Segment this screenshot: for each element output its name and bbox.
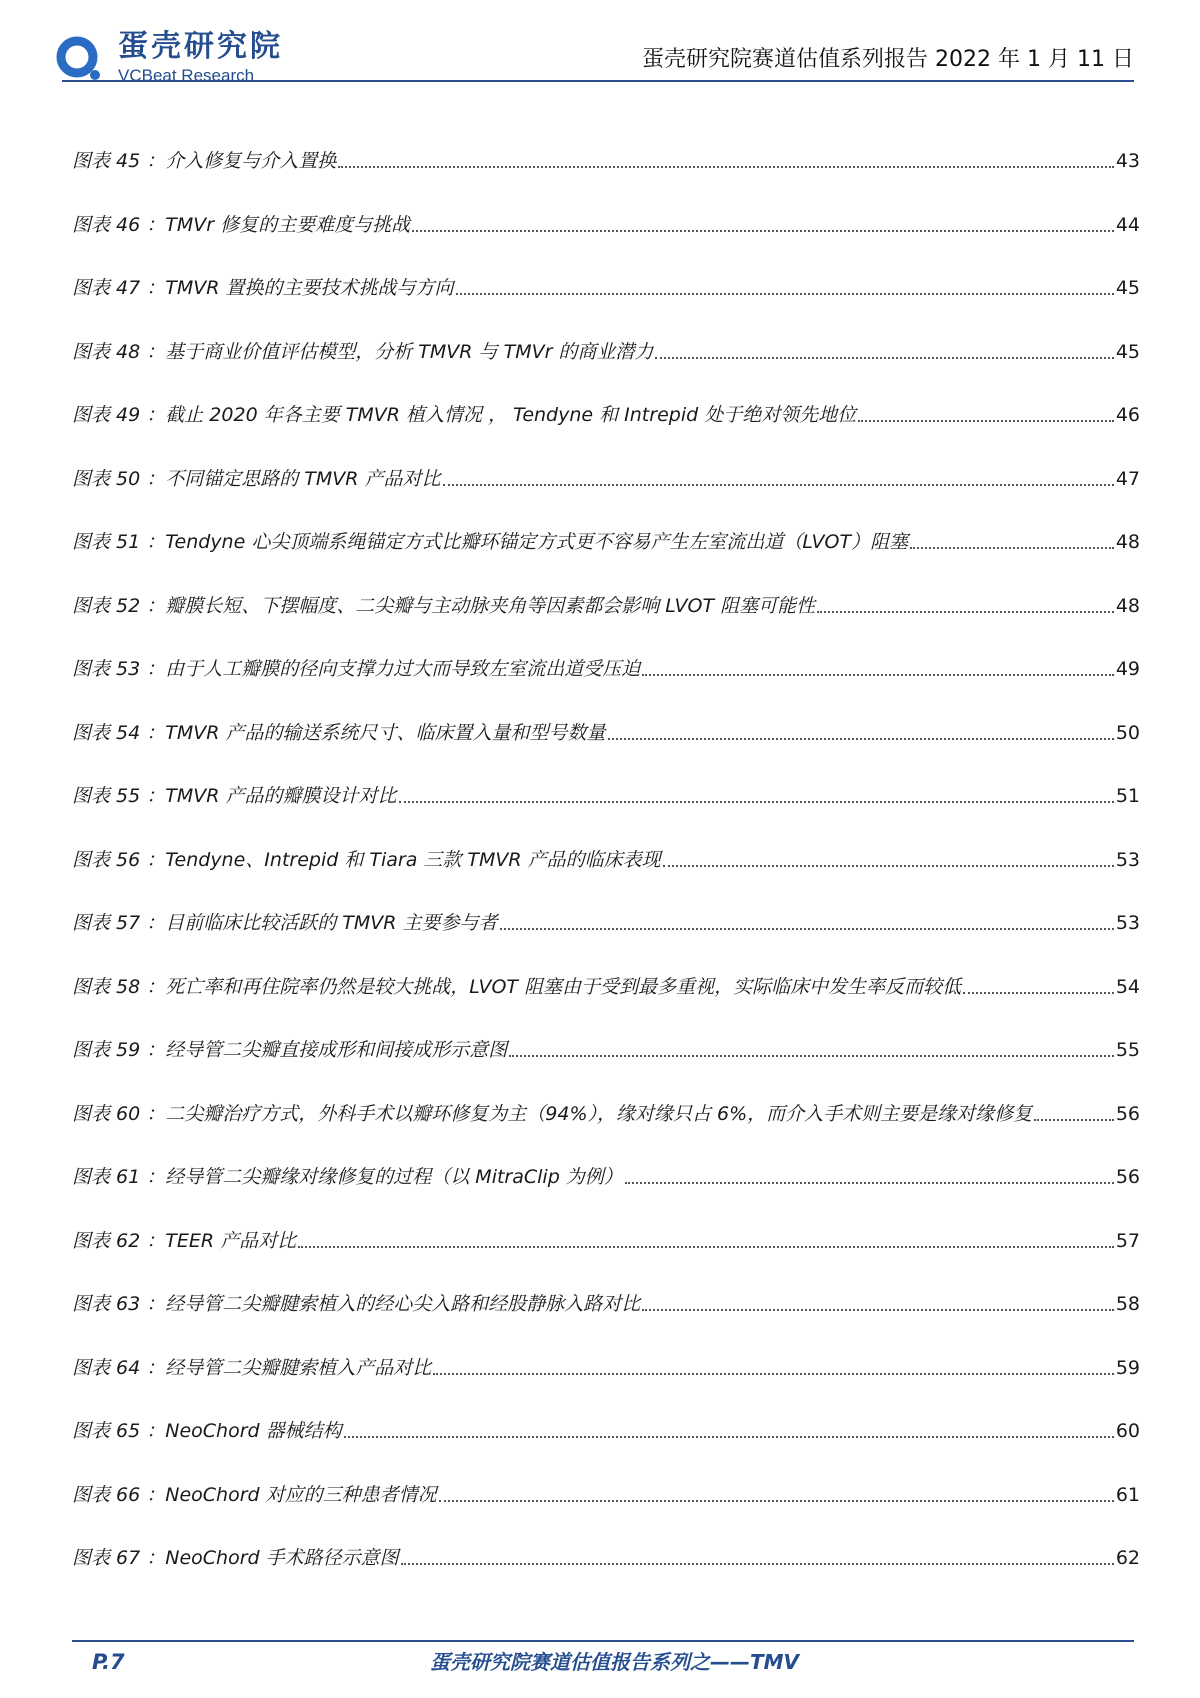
toc-entry[interactable] (72, 593, 1140, 657)
toc-entry[interactable] (72, 466, 1140, 530)
toc-entry-page: 62 (1115, 1547, 1140, 1569)
logo-english-name: VCBeat Research (118, 66, 255, 85)
page-number: P.7 (92, 1650, 125, 1674)
toc-entry-title: Tendyne 心尖顶端系绳锚定方式比瓣环锚定方式更不容易产生左室流出道（LVOT）阻塞 (165, 531, 909, 553)
toc-dot-leader (655, 339, 1113, 359)
toc-entry-page: 48 (1115, 594, 1140, 617)
toc-entry[interactable] (72, 847, 1140, 911)
toc-entry-title: 死亡率和再住院率仍然是较大挑战，LVOT 阻塞由于受到最多重视，实际临床中发生率反而较低 (165, 975, 962, 998)
toc-entry-page: 43 (1115, 150, 1140, 172)
toc-entry-label: 图表 60 ： (72, 1102, 166, 1125)
toc-entry-page: 50 (1115, 721, 1140, 744)
toc-entry-label: 图表 58 ： (72, 975, 166, 998)
toc-entry-page: 45 (1115, 340, 1140, 363)
toc-entry-title: TMVr 修复的主要难度与挑战 (165, 213, 411, 236)
toc-entry-page: 46 (1115, 404, 1140, 426)
toc-entry[interactable] (72, 783, 1140, 847)
toc-entry[interactable] (72, 212, 1140, 276)
toc-dot-leader (642, 1291, 1114, 1311)
toc-dot-leader (642, 656, 1114, 676)
toc-entry-label: 图表 50 ： (72, 467, 166, 490)
toc-dot-leader (433, 1355, 1114, 1375)
toc-entry-label: 图表 63 ： (72, 1293, 166, 1315)
toc-entry-page: 57 (1115, 1229, 1140, 1252)
toc-entry-title: 介入修复与介入置换 (165, 150, 337, 172)
toc-dot-leader (401, 1545, 1114, 1565)
toc-dot-leader (608, 720, 1114, 740)
toc-dot-leader (412, 212, 1114, 232)
toc-entry-label: 图表 62 ： (72, 1229, 166, 1252)
toc-entry-page: 48 (1115, 531, 1140, 553)
toc-entry[interactable] (72, 1355, 1140, 1419)
toc-entry-label: 图表 46 ： (72, 213, 166, 236)
toc-entry-title: TEER 产品对比 (165, 1229, 297, 1252)
toc-entry-label: 图表 52 ： (72, 594, 166, 617)
toc-dot-leader (1034, 1101, 1114, 1121)
toc-dot-leader (500, 910, 1114, 930)
toc-entry-label: 图表 64 ： (72, 1356, 166, 1379)
toc-entry-title: 由于人工瓣膜的径向支撑力过大而导致左室流出道受压迫 (165, 658, 641, 680)
toc-dot-leader (439, 1482, 1114, 1502)
toc-dot-leader (858, 402, 1114, 422)
toc-entry-page: 56 (1115, 1102, 1140, 1125)
toc-entry-label: 图表 56 ： (72, 848, 166, 871)
toc-entry-page: 45 (1115, 277, 1140, 299)
toc-entry-label: 图表 51 ： (72, 531, 166, 553)
toc-entry[interactable] (72, 339, 1140, 403)
toc-dot-leader (338, 148, 1114, 168)
toc-dot-leader (910, 529, 1114, 549)
toc-entry-title: 经导管二尖瓣腱索植入产品对比 (165, 1356, 432, 1379)
toc-entry-title: 瓣膜长短、下摆幅度、二尖瓣与主动脉夹角等因素都会影响 LVOT 阻塞可能性 (165, 594, 816, 617)
toc-dot-leader (443, 466, 1114, 486)
toc-entry[interactable] (72, 720, 1140, 784)
toc-entry[interactable] (72, 910, 1140, 974)
toc-entry-page: 49 (1115, 658, 1140, 680)
brand-logo (56, 30, 316, 86)
toc-entry-title: 基于商业价值评估模型，分析 TMVR 与 TMVr 的商业潜力 (165, 340, 654, 363)
logo-ring-icon (56, 36, 102, 82)
toc-entry-title: 二尖瓣治疗方式，外科手术以瓣环修复为主（94%），缘对缘只占 6%，而介入手术则主要是缘对缘修复 (165, 1102, 1033, 1125)
toc-dot-leader (663, 847, 1114, 867)
toc-entry[interactable] (72, 656, 1140, 720)
toc-entry-label: 图表 59 ： (72, 1039, 166, 1061)
toc-entry-title: 目前临床比较活跃的 TMVR 主要参与者 (165, 912, 498, 934)
toc-entry-title: Tendyne、Intrepid 和 Tiara 三款 TMVR 产品的临床表现 (165, 848, 661, 871)
toc-entry[interactable] (72, 402, 1140, 466)
toc-entry-title: NeoChord 对应的三种患者情况 (165, 1483, 437, 1506)
toc-entry[interactable] (72, 148, 1140, 212)
toc-entry-page: 47 (1115, 467, 1140, 490)
figure-list (72, 148, 1140, 1609)
toc-entry-page: 60 (1115, 1420, 1140, 1442)
toc-entry[interactable] (72, 1101, 1140, 1165)
toc-entry-page: 53 (1115, 912, 1140, 934)
toc-entry-label: 图表 61 ： (72, 1166, 166, 1188)
toc-entry-page: 56 (1115, 1166, 1140, 1188)
toc-entry-title: TMVR 产品的输送系统尺寸、临床置入量和型号数量 (165, 721, 606, 744)
toc-entry-page: 61 (1115, 1483, 1140, 1506)
toc-entry-label: 图表 45 ： (72, 150, 166, 172)
toc-entry-label: 图表 66 ： (72, 1483, 166, 1506)
logo-chinese-name: 蛋壳研究院 (118, 29, 283, 64)
toc-entry-label: 图表 55 ： (72, 785, 166, 807)
toc-entry-page: 54 (1115, 975, 1140, 998)
toc-entry[interactable] (72, 974, 1140, 1038)
toc-entry[interactable] (72, 1482, 1140, 1546)
toc-dot-leader (298, 1228, 1114, 1248)
toc-entry-page: 55 (1115, 1039, 1140, 1061)
toc-entry[interactable] (72, 1164, 1140, 1228)
toc-entry-label: 图表 49 ： (72, 404, 166, 426)
toc-entry[interactable] (72, 275, 1140, 339)
toc-entry-title: NeoChord 手术路径示意图 (165, 1547, 399, 1569)
toc-entry-label: 图表 57 ： (72, 912, 166, 934)
toc-entry-page: 44 (1115, 213, 1140, 236)
page-header (0, 0, 1200, 90)
toc-entry-label: 图表 53 ： (72, 658, 166, 680)
toc-entry-title: NeoChord 器械结构 (165, 1420, 342, 1442)
toc-dot-leader (625, 1164, 1114, 1184)
toc-dot-leader (399, 783, 1114, 803)
toc-entry[interactable] (72, 1545, 1140, 1609)
toc-entry-title: TMVR 产品的瓣膜设计对比 (165, 785, 397, 807)
toc-entry-page: 51 (1115, 785, 1140, 807)
toc-entry[interactable] (72, 1228, 1140, 1292)
header-divider (62, 80, 1134, 82)
report-series-title: 蛋壳研究院赛道估值报告系列之——TMV (430, 1650, 800, 1674)
toc-entry-title: 经导管二尖瓣直接成形和间接成形示意图 (165, 1039, 508, 1061)
toc-entry-title: 截止 2020 年各主要 TMVR 植入情况 ， Tendyne 和 Intrepid 处于绝对领先地位 (165, 404, 857, 426)
toc-entry-title: 经导管二尖瓣腱索植入的经心尖入路和经股静脉入路对比 (165, 1293, 641, 1315)
toc-entry-page: 58 (1115, 1293, 1140, 1315)
toc-entry[interactable] (72, 529, 1140, 593)
report-title: 蛋壳研究院赛道估值系列报告 2022 年 1 月 11 日 (642, 47, 1134, 72)
toc-entry-label: 图表 54 ： (72, 721, 166, 744)
toc-dot-leader (509, 1037, 1114, 1057)
toc-dot-leader (344, 1418, 1114, 1438)
toc-entry-page: 59 (1115, 1356, 1140, 1379)
toc-entry-label: 图表 67 ： (72, 1547, 166, 1569)
toc-dot-leader (817, 593, 1114, 613)
toc-dot-leader (456, 275, 1114, 295)
toc-entry-title: TMVR 置换的主要技术挑战与方向 (165, 277, 454, 299)
toc-entry[interactable] (72, 1037, 1140, 1101)
toc-entry-title: 经导管二尖瓣缘对缘修复的过程（以 MitraClip 为例） (165, 1166, 623, 1188)
toc-entry-label: 图表 65 ： (72, 1420, 166, 1442)
footer-divider (72, 1640, 1134, 1642)
toc-entry-page: 53 (1115, 848, 1140, 871)
toc-entry-label: 图表 47 ： (72, 277, 166, 299)
toc-dot-leader (963, 974, 1114, 994)
toc-entry[interactable] (72, 1291, 1140, 1355)
toc-entry-title: 不同锚定思路的 TMVR 产品对比 (165, 467, 441, 490)
toc-entry[interactable] (72, 1418, 1140, 1482)
toc-entry-label: 图表 48 ： (72, 340, 166, 363)
